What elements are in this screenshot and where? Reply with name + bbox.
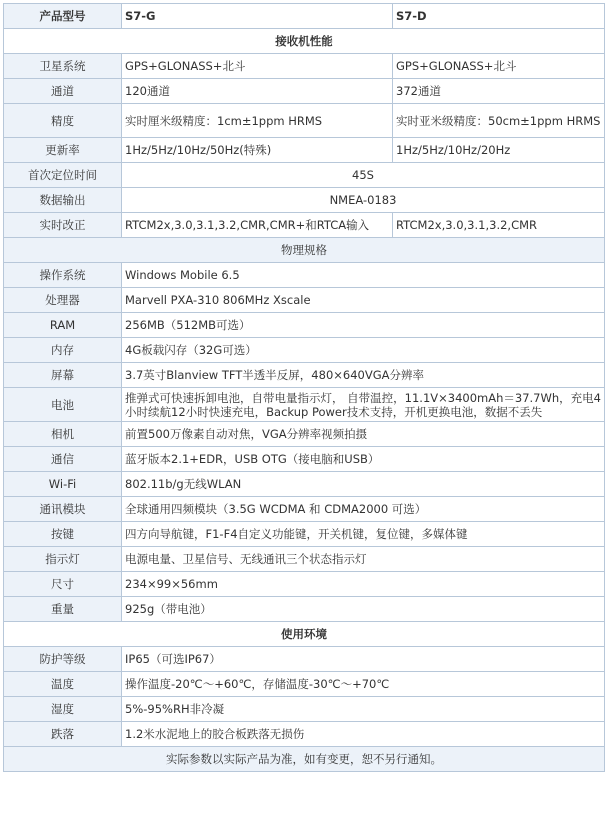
row-label: 实时改正 bbox=[4, 213, 122, 238]
table-row bbox=[4, 104, 605, 138]
table-row bbox=[4, 79, 605, 104]
table-row bbox=[4, 472, 605, 497]
table-row bbox=[4, 363, 605, 388]
s7g-value: GPS+GLONASS+北斗 bbox=[122, 54, 393, 79]
table-row bbox=[4, 497, 605, 522]
row-value: 四方向导航键，F1-F4自定义功能键，开关机键，复位键，多媒体键 bbox=[122, 522, 605, 547]
table-row bbox=[4, 263, 605, 288]
row-value: 3.7英寸Blanview TFT半透半反屏，480×640VGA分辨率 bbox=[122, 363, 605, 388]
table-row bbox=[4, 213, 605, 238]
row-label: 数据输出 bbox=[4, 188, 122, 213]
row-label: 相机 bbox=[4, 422, 122, 447]
section-row bbox=[4, 29, 605, 54]
row-value: 蓝牙版本2.1+EDR，USB OTG（接电脑和USB） bbox=[122, 447, 605, 472]
row-label: 处理器 bbox=[4, 288, 122, 313]
row-label: 通信 bbox=[4, 447, 122, 472]
model-s7g: S7-G bbox=[122, 4, 393, 29]
row-label: 尺寸 bbox=[4, 572, 122, 597]
row-label: RAM bbox=[4, 313, 122, 338]
row-value: Marvell PXA-310 806MHz Xscale bbox=[122, 288, 605, 313]
row-value: Windows Mobile 6.5 bbox=[122, 263, 605, 288]
table-row bbox=[4, 422, 605, 447]
s7g-value: RTCM2x,3.0,3.1,3.2,CMR,CMR+和RTCA输入 bbox=[122, 213, 393, 238]
table-row bbox=[4, 697, 605, 722]
row-value: 电源电量、卫星信号、无线通讯三个状态指示灯 bbox=[122, 547, 605, 572]
s7g-value: 1Hz/5Hz/10Hz/50Hz(特殊) bbox=[122, 138, 393, 163]
row-value: 5%-95%RH非冷凝 bbox=[122, 697, 605, 722]
row-value: IP65（可选IP67） bbox=[122, 647, 605, 672]
row-label: 通道 bbox=[4, 79, 122, 104]
table-row bbox=[4, 313, 605, 338]
row-label: 卫星系统 bbox=[4, 54, 122, 79]
row-label: 按键 bbox=[4, 522, 122, 547]
row-label: 重量 bbox=[4, 597, 122, 622]
spec-table bbox=[3, 3, 605, 772]
s7d-value: 372通道 bbox=[393, 79, 605, 104]
row-value: 256MB（512MB可选） bbox=[122, 313, 605, 338]
row-value: 前置500万像素自动对焦，VGA分辨率视频拍摄 bbox=[122, 422, 605, 447]
model-label: 产品型号 bbox=[4, 4, 122, 29]
s7g-value: 120通道 bbox=[122, 79, 393, 104]
model-s7d: S7-D bbox=[393, 4, 605, 29]
row-value: 4G板载闪存（32G可选） bbox=[122, 338, 605, 363]
row-label: 温度 bbox=[4, 672, 122, 697]
table-row bbox=[4, 163, 605, 188]
row-value: 操作温度-20℃～+60℃，存储温度-30℃～+70℃ bbox=[122, 672, 605, 697]
table-row bbox=[4, 447, 605, 472]
s7g-value: 实时厘米级精度：1cm±1ppm HRMS bbox=[122, 104, 393, 138]
s7d-value: GPS+GLONASS+北斗 bbox=[393, 54, 605, 79]
row-label: 屏幕 bbox=[4, 363, 122, 388]
shared-value: NMEA-0183 bbox=[122, 188, 605, 213]
row-label: 通讯模块 bbox=[4, 497, 122, 522]
table-row bbox=[4, 338, 605, 363]
row-label: 跌落 bbox=[4, 722, 122, 747]
section-row bbox=[4, 238, 605, 263]
row-value: 802.11b/g无线WLAN bbox=[122, 472, 605, 497]
section-receiver: 接收机性能 bbox=[4, 29, 605, 54]
section-physical: 物理规格 bbox=[4, 238, 605, 263]
row-label: 操作系统 bbox=[4, 263, 122, 288]
table-row bbox=[4, 647, 605, 672]
footer-row bbox=[4, 747, 605, 772]
shared-value: 45S bbox=[122, 163, 605, 188]
table-row bbox=[4, 522, 605, 547]
row-value: 全球通用四频模块（3.5G WCDMA 和 CDMA2000 可选） bbox=[122, 497, 605, 522]
table-row bbox=[4, 572, 605, 597]
table-row bbox=[4, 597, 605, 622]
row-label: 精度 bbox=[4, 104, 122, 138]
row-value: 925g（带电池） bbox=[122, 597, 605, 622]
footer-note: 实际参数以实际产品为准，如有变更，恕不另行通知。 bbox=[4, 747, 605, 772]
table-row bbox=[4, 288, 605, 313]
row-label: Wi-Fi bbox=[4, 472, 122, 497]
s7d-value: 1Hz/5Hz/10Hz/20Hz bbox=[393, 138, 605, 163]
row-label: 防护等级 bbox=[4, 647, 122, 672]
row-label: 首次定位时间 bbox=[4, 163, 122, 188]
table-row bbox=[4, 722, 605, 747]
row-label: 更新率 bbox=[4, 138, 122, 163]
row-value: 234×99×56mm bbox=[122, 572, 605, 597]
section-row bbox=[4, 622, 605, 647]
table-row bbox=[4, 547, 605, 572]
header-row bbox=[4, 4, 605, 29]
table-row bbox=[4, 388, 605, 422]
table-row bbox=[4, 138, 605, 163]
row-value: 推弹式可快速拆卸电池，自带电量指示灯， 自带温控，11.1V×3400mAh＝37.7Wh，充电4小时续航12小时快速充电，Backup Power技术支持，开机更换电池，数据不丢失 bbox=[122, 388, 605, 422]
section-environment: 使用环境 bbox=[4, 622, 605, 647]
s7d-value: RTCM2x,3.0,3.1,3.2,CMR bbox=[393, 213, 605, 238]
row-value: 1.2米水泥地上的胶合板跌落无损伤 bbox=[122, 722, 605, 747]
table-row bbox=[4, 54, 605, 79]
s7d-value: 实时亚米级精度：50cm±1ppm HRMS bbox=[393, 104, 605, 138]
row-label: 电池 bbox=[4, 388, 122, 422]
table-row bbox=[4, 672, 605, 697]
table-row bbox=[4, 188, 605, 213]
row-label: 内存 bbox=[4, 338, 122, 363]
row-label: 湿度 bbox=[4, 697, 122, 722]
row-label: 指示灯 bbox=[4, 547, 122, 572]
